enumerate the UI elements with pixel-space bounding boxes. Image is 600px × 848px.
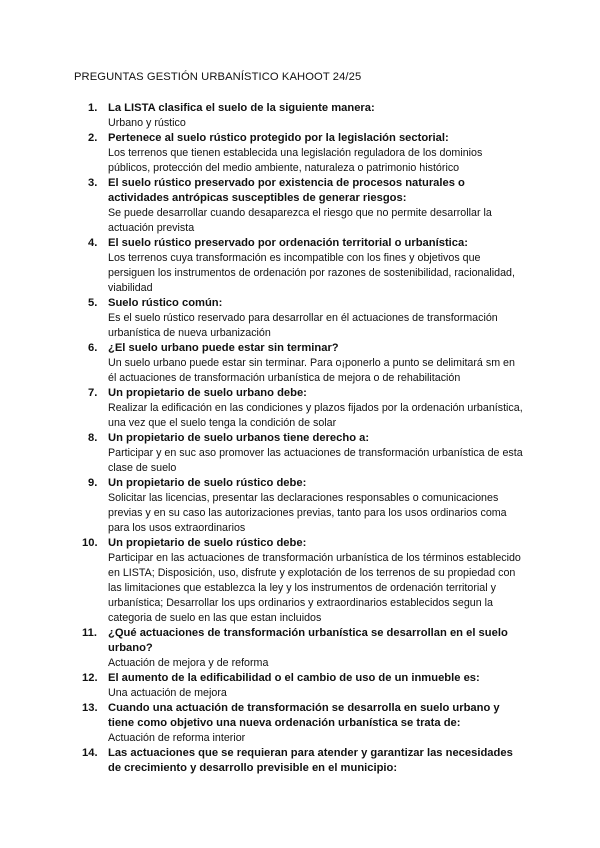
question-item: [0, 536, 600, 626]
question-text: ¿Qué actuaciones de transformación urbanística se desarrollan en el suelo urbano?: [108, 627, 508, 654]
question-text: Pertenece al suelo rústico protegido por la legislación sectorial:: [108, 132, 449, 144]
question-text: El suelo rústico preservado por ordenación territorial o urbanística:: [108, 237, 468, 249]
question-item: [0, 671, 600, 701]
question-number: 11.: [82, 627, 97, 639]
question-number: 4.: [88, 237, 98, 249]
question-number: 12.: [82, 672, 98, 684]
question-number: 1.: [88, 102, 98, 114]
answer-text: Se puede desarrollar cuando desaparezca el riesgo que no permite desarrollar la actuación prevista: [108, 207, 492, 234]
question-item: [0, 176, 600, 236]
question-number: 8.: [88, 432, 98, 444]
question-item: [0, 101, 600, 131]
question-text: La LISTA clasifica el suelo de la siguiente manera:: [108, 102, 375, 114]
question-item: [0, 701, 600, 746]
answer-text: Participar en las actuaciones de transformación urbanística de los términos establecido en LISTA; Disposición, uso, disfrute y explotación de los terrenos de su propiedad con las limitaciones que establezca la ley y los instrumentos de ordenación territorial y urbanística; Desarrollar los ups ordinarios y extraordinarios establecidos segun la categoria de suelo en las que estan incluidos: [108, 552, 521, 624]
question-list: [0, 101, 600, 776]
answer-text: Actuación de mejora y de reforma: [108, 657, 269, 669]
question-text: Un propietario de suelo rústico debe:: [108, 537, 307, 549]
question-item: [0, 131, 600, 176]
question-number: 3.: [88, 177, 98, 189]
question-text: Un propietario de suelo urbanos tiene derecho a:: [108, 432, 370, 444]
answer-text: Solicitar las licencias, presentar las declaraciones responsables o comunicaciones previas y en su caso las autorizaciones previas, tanto para los usos ordinarios coma para los usos extraordinarios: [108, 492, 507, 534]
question-text: El aumento de la edificabilidad o el cambio de uso de un inmueble es:: [108, 672, 480, 684]
question-text: ¿El suelo urbano puede estar sin terminar?: [108, 342, 339, 354]
answer-text: Es el suelo rústico reservado para desarrollar en él actuaciones de transformación urbanística de nueva urbanización: [108, 312, 498, 339]
answer-text: Un suelo urbano puede estar sin terminar. Para o¡ponerlo a punto se delimitará sm en él actuaciones de transformación urbanística de mejora o de rehabilitación: [108, 357, 515, 384]
question-number: 9.: [88, 477, 98, 489]
question-number: 14.: [82, 747, 98, 759]
question-number: 5.: [88, 297, 98, 309]
question-item: [0, 476, 600, 536]
question-number: 7.: [88, 387, 98, 399]
answer-text: Los terrenos cuya transformación es incompatible con los fines y objetivos que persiguen los instrumentos de ordenación por razones de sostenibilidad, racionalidad, viabilidad: [108, 252, 515, 294]
question-text: El suelo rústico preservado por existencia de procesos naturales o actividades antrópicas susceptibles de generar riesgos:: [108, 177, 465, 204]
question-text: Cuando una actuación de transformación se desarrolla en suelo urbano y tiene como objetivo una nueva ordenación urbanística se trata de:: [108, 702, 500, 729]
page-title: PREGUNTAS GESTIÓN URBANÍSTICO KAHOOT 24/25: [74, 71, 362, 83]
question-number: 6.: [88, 342, 98, 354]
question-item: [0, 341, 600, 386]
answer-text: Realizar la edificación en las condiciones y plazos fijados por la ordenación urbanística, una vez que el suelo tenga la condición de solar: [108, 402, 523, 429]
answer-text: Actuación de reforma interior: [108, 732, 246, 744]
question-text: Suelo rústico común:: [108, 297, 223, 309]
answer-text: Los terrenos que tienen establecida una legislación reguladora de los dominios públicos, protección del medio ambiente, naturaleza o patrimonio histórico: [108, 147, 483, 174]
answer-text: Una actuación de mejora: [108, 687, 227, 699]
question-item: [0, 296, 600, 341]
question-text: Un propietario de suelo rústico debe:: [108, 477, 307, 489]
question-item: [0, 431, 600, 476]
answer-text: Urbano y rústico: [108, 117, 186, 129]
question-text: Un propietario de suelo urbano debe:: [108, 387, 307, 399]
question-item: [0, 236, 600, 296]
answer-text: Participar y en suc aso promover las actuaciones de transformación urbanística de esta clase de suelo: [108, 447, 523, 474]
question-item: [0, 746, 600, 776]
question-item: [0, 386, 600, 431]
question-item: [0, 626, 600, 671]
question-number: 10.: [82, 537, 98, 549]
question-text: Las actuaciones que se requieran para atender y garantizar las necesidades de crecimiento y desarrollo previsible en el municipio:: [108, 747, 513, 774]
question-number: 13.: [82, 702, 98, 714]
question-number: 2.: [88, 132, 98, 144]
